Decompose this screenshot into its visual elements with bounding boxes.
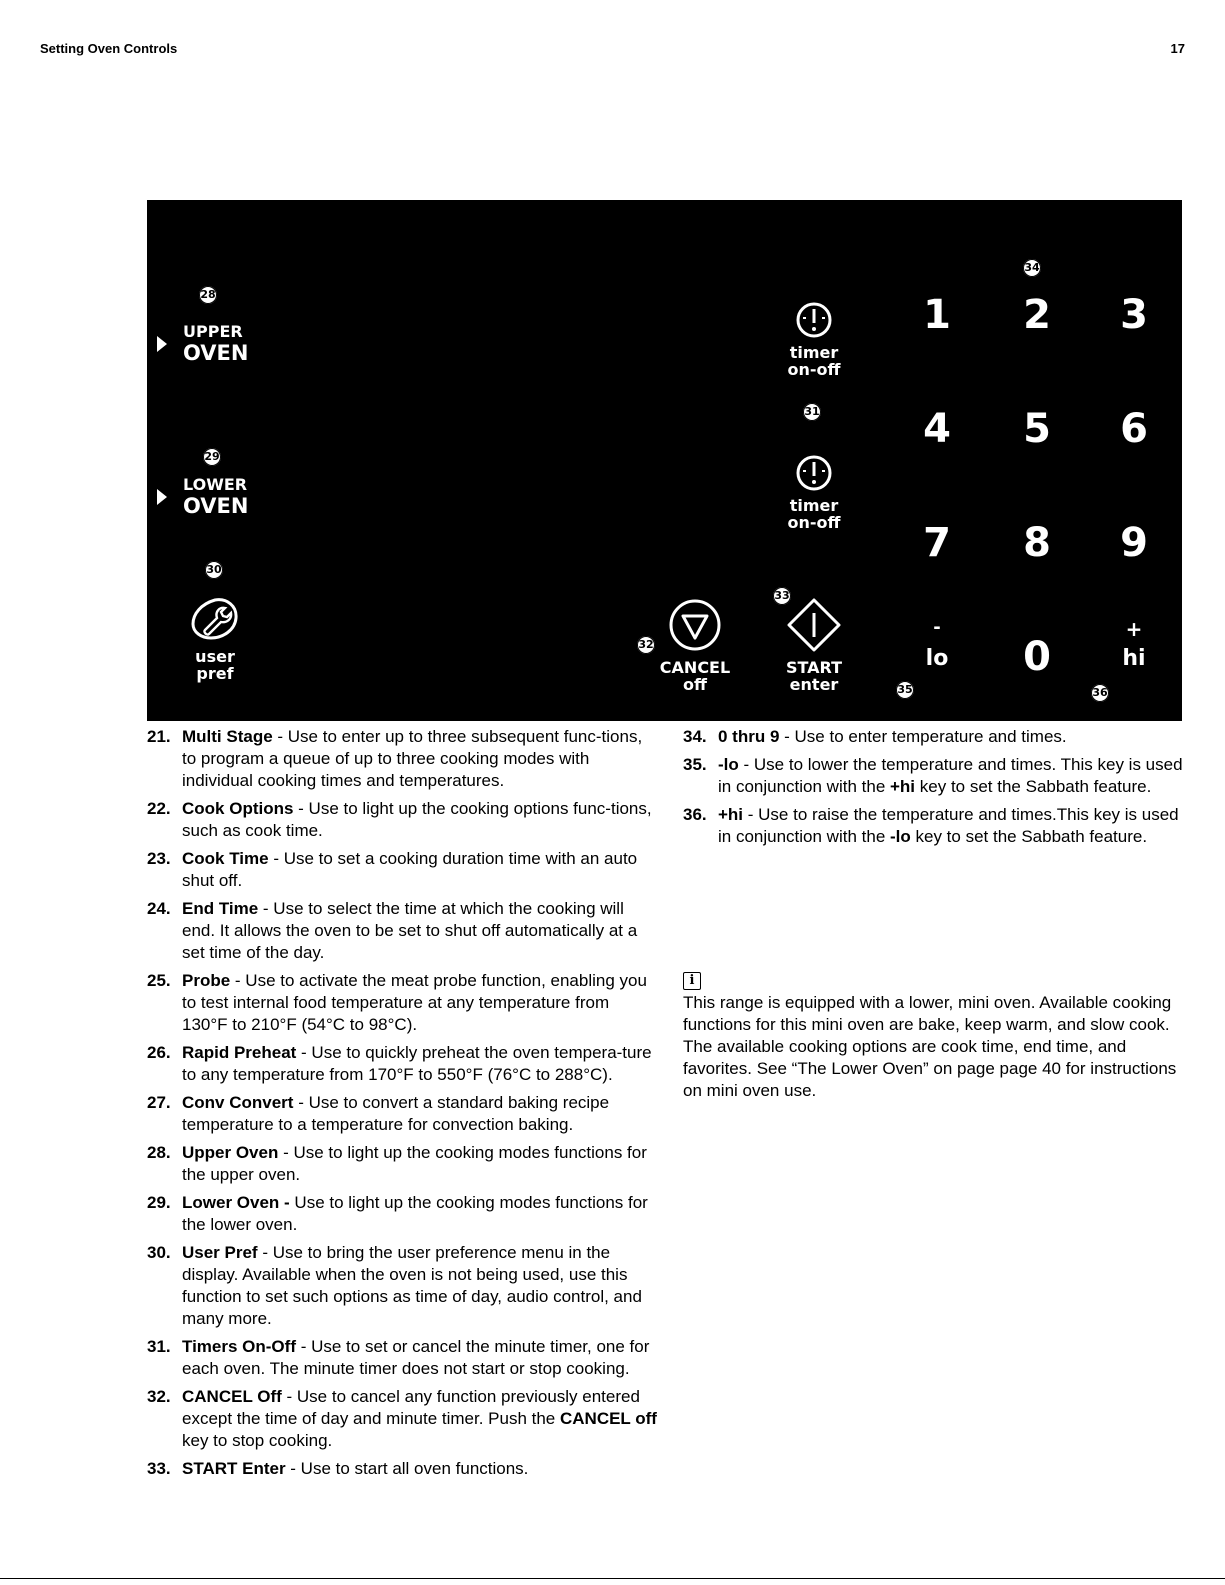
lo-sign: - [933,617,941,638]
callout-31: 31 [803,403,821,421]
item-term: +hi [718,805,744,824]
key-1[interactable]: 1 [923,292,951,338]
start-label-bottom: enter [789,675,839,694]
item-term: Lower Oven - [182,1193,290,1212]
lower-oven-label-top: LOWER [183,475,248,494]
item-term: Upper Oven [182,1143,279,1162]
item-number: 24. [147,899,171,918]
item-term: Cook Options [182,799,294,818]
list-item [147,1458,657,1480]
key-0[interactable]: 0 [1023,634,1051,680]
lower-timer-label-bottom: on-off [787,513,841,532]
item-text: - Use to start all oven functions. [285,1459,529,1478]
item-text-secondary: key to set the Sabbath feature. [910,827,1148,846]
section-title: Setting Oven Controls [40,41,178,56]
item-term: START Enter [182,1459,286,1478]
list-item [147,898,657,964]
upper-oven-label-bottom: OVEN [183,341,249,365]
info-note [683,968,1183,1102]
item-term: 0 thru 9 [718,727,780,746]
list-item [147,726,657,792]
item-text: - Use to activate the meat probe function, enabling you to test internal food temperature at any temperature from 130°F to 210°F (54°C to 98°C). [182,971,647,1034]
list-item [683,804,1183,848]
upper-timer-label-top: timer [789,343,839,362]
list-item [147,1336,657,1380]
item-number: 32. [147,1387,171,1406]
list-item [147,848,657,892]
item-text: - Use to set or cancel the minute timer, one for each oven. The minute timer does not start or stop cooking. [182,1337,650,1378]
lower-oven-arrow-icon [157,489,167,505]
item-term: Cook Time [182,849,269,868]
cancel-label-top: CANCEL [659,658,731,677]
item-number: 22. [147,799,171,818]
callout-29: 29 [203,448,221,466]
list-item [683,726,1183,748]
item-text: - Use to enter temperature and times. [779,727,1067,746]
hi-sign: + [1125,617,1143,641]
list-item [147,1142,657,1186]
left-description-list [147,726,657,1486]
upper-timer-button[interactable] [779,300,849,378]
item-term-secondary: CANCEL off [559,1409,657,1428]
page-number: 17 [1170,41,1185,56]
cancel-label-bottom: off [683,675,707,694]
key-4[interactable]: 4 [923,406,951,452]
bottom-rule [0,1578,1225,1579]
lower-oven-label-bottom: OVEN [183,494,249,518]
item-text-secondary: key to stop cooking. [182,1431,333,1450]
callout-32: 32 [637,636,655,654]
key-3[interactable]: 3 [1120,292,1148,338]
item-term: Rapid Preheat [182,1043,297,1062]
item-term-secondary: -lo [890,827,911,846]
item-text: - Use to cancel any function previously entered except the time of day and minute timer. Push the [182,1387,640,1428]
list-item [147,1092,657,1136]
lo-button[interactable] [917,618,957,674]
upper-oven-arrow-icon [157,336,167,352]
hi-button[interactable] [1114,618,1154,674]
key-5[interactable]: 5 [1023,406,1051,452]
item-number: 36. [683,805,707,824]
item-text: - Use to enter up to three subsequent func-tions, to program a queue of up to three cooking modes with individual cooking times and temperatures. [182,727,643,790]
item-number: 26. [147,1043,171,1062]
key-6[interactable]: 6 [1120,406,1148,452]
item-text: - Use to convert a standard baking recipe temperature to a temperature for convection baking. [182,1093,610,1134]
key-9[interactable]: 9 [1120,520,1148,566]
list-item [147,1242,657,1330]
item-number: 27. [147,1093,171,1112]
cancel-button[interactable] [655,597,735,693]
lo-label: lo [925,646,949,671]
item-text: - Use to select the time at which the cooking will end. It allows the oven to be set to shut off automatically at a set time of the day. [182,899,638,962]
list-item [147,970,657,1036]
item-term: Multi Stage [182,727,273,746]
list-item [147,798,657,842]
key-7[interactable]: 7 [923,520,951,566]
item-text: - Use to raise the temperature and times.This key is used in conjunction with the [718,805,1179,846]
lower-oven-button[interactable] [183,475,248,518]
callout-36: 36 [1091,684,1109,702]
callout-30: 30 [205,561,223,579]
item-text: Use to light up the cooking modes functions for the lower oven. [182,1193,648,1234]
item-text: - Use to bring the user preference menu in the display. Available when the oven is not being used, use this function to set such options as time of day, audio control, and many more. [182,1243,642,1328]
info-note-text: This range is equipped with a lower, mini oven. Available cooking functions for this mini oven are bake, keep warm, and slow cook. The available cooking options are cook time, end time, and favorites. See “The Lower Oven” on page page 40 for instructions on mini oven use. [683,993,1177,1100]
callout-28: 28 [199,286,217,304]
upper-timer-label-bottom: on-off [787,360,841,379]
list-item [683,754,1183,798]
item-term: -lo [718,755,739,774]
hi-label: hi [1122,646,1146,671]
info-icon: i [683,972,701,990]
item-text: - Use to lower the temperature and times. This key is used in conjunction with the [718,755,1183,796]
upper-oven-button[interactable] [183,322,248,365]
callout-34: 34 [1023,259,1041,277]
key-8[interactable]: 8 [1023,520,1051,566]
item-term: CANCEL Off [182,1387,282,1406]
item-term: Timers On-Off [182,1337,296,1356]
item-term: Conv Convert [182,1093,294,1112]
item-number: 34. [683,727,707,746]
item-term: User Pref [182,1243,258,1262]
item-text: - Use to light up the cooking modes functions for the upper oven. [182,1143,647,1184]
user-pref-label-top: user [195,647,235,666]
item-number: 31. [147,1337,171,1356]
item-number: 28. [147,1143,171,1162]
list-item [147,1386,657,1452]
timer-icon [794,300,834,340]
list-item [147,1042,657,1086]
start-button[interactable] [774,597,854,693]
user-pref-label-bottom: pref [196,664,234,683]
callout-33: 33 [773,587,791,605]
item-term-secondary: +hi [890,777,916,796]
key-2[interactable]: 2 [1023,292,1051,338]
user-pref-button[interactable] [183,596,247,682]
item-text: - Use to light up the cooking options func-tions, such as cook time. [182,799,652,840]
item-number: 25. [147,971,171,990]
callout-35: 35 [896,681,914,699]
start-diamond-icon [786,597,842,653]
right-description-list [683,726,1183,854]
item-number: 29. [147,1193,171,1212]
item-number: 33. [147,1459,171,1478]
list-item [147,1192,657,1236]
upper-oven-label-top: UPPER [183,322,243,341]
item-text-secondary: key to set the Sabbath feature. [915,777,1152,796]
lower-timer-button[interactable] [779,453,849,531]
wrench-icon [187,596,243,646]
lower-timer-label-top: timer [789,496,839,515]
item-term: End Time [182,899,259,918]
cancel-triangle-icon [667,597,723,653]
item-number: 30. [147,1243,171,1262]
item-text: - Use to quickly preheat the oven tempera-ture to any temperature from 170°F to 550°F (76°C to 288°C). [182,1043,652,1084]
item-term: Probe [182,971,231,990]
item-number: 23. [147,849,171,868]
start-label-top: START [785,658,843,677]
item-number: 21. [147,727,171,746]
item-text: - Use to set a cooking duration time with an auto shut off. [182,849,638,890]
item-number: 35. [683,755,707,774]
oven-control-panel [147,200,1182,721]
timer-icon [794,453,834,493]
